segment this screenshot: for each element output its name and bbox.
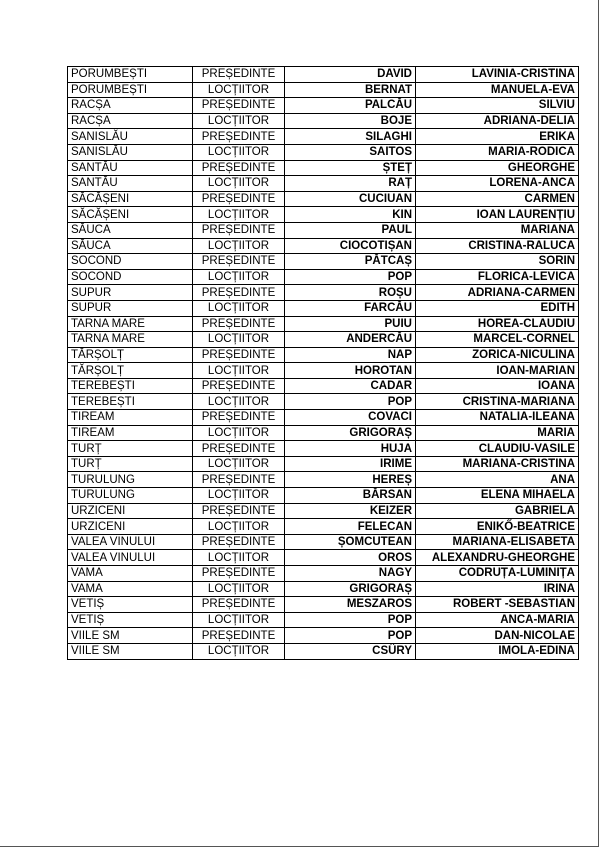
first-name-cell: IOAN LAURENȚIU [416,207,579,223]
locality-cell: SOCOND [68,254,193,270]
locality-cell: SĂUCA [68,238,193,254]
last-name-cell: PĂTCAȘ [285,254,416,270]
first-name-cell: ROBERT -SEBASTIAN [416,597,579,613]
first-name-cell: MARCEL-CORNEL [416,332,579,348]
table-row [68,160,579,176]
function-cell: PREȘEDINTE [193,410,285,426]
locality-cell: TIREAM [68,425,193,441]
locality-cell: SĂCĂȘENI [68,191,193,207]
function-cell: PREȘEDINTE [193,254,285,270]
function-cell: PREȘEDINTE [193,378,285,394]
locality-cell: TĂRȘOLȚ [68,363,193,379]
last-name-cell: PUIU [285,316,416,332]
function-cell: LOCȚIITOR [193,550,285,566]
first-name-cell: MARIANA-ELISABETA [416,534,579,550]
table-row [68,378,579,394]
locality-cell: TIREAM [68,410,193,426]
locality-cell: URZICENI [68,519,193,535]
locality-cell: TURȚ [68,456,193,472]
locality-cell: VETIȘ [68,597,193,613]
locality-cell: RACȘA [68,98,193,114]
first-name-cell: IMOLA-EDINA [416,643,579,659]
first-name-cell: EDITH [416,300,579,316]
first-name-cell: MARIA [416,425,579,441]
locality-cell: URZICENI [68,503,193,519]
table-row [68,113,579,129]
table-row [68,222,579,238]
last-name-cell: OROS [285,550,416,566]
table-row [68,347,579,363]
table-row [68,238,579,254]
function-cell: PREȘEDINTE [193,472,285,488]
officials-table-body [68,67,579,660]
function-cell: PREȘEDINTE [193,160,285,176]
last-name-cell: CADAR [285,378,416,394]
first-name-cell: SORIN [416,254,579,270]
table-row [68,550,579,566]
table-row [68,425,579,441]
first-name-cell: IOAN-MARIAN [416,363,579,379]
function-cell: LOCȚIITOR [193,113,285,129]
first-name-cell: HOREA-CLAUDIU [416,316,579,332]
first-name-cell: ANCA-MARIA [416,612,579,628]
first-name-cell: IOANA [416,378,579,394]
function-cell: LOCȚIITOR [193,425,285,441]
function-cell: PREȘEDINTE [193,597,285,613]
function-cell: LOCȚIITOR [193,300,285,316]
officials-table [67,66,579,660]
first-name-cell: SILVIU [416,98,579,114]
last-name-cell: HOROTAN [285,363,416,379]
locality-cell: VAMA [68,566,193,582]
last-name-cell: HUJA [285,441,416,457]
locality-cell: SUPUR [68,300,193,316]
last-name-cell: BERNAT [285,82,416,98]
last-name-cell: GRIGORAȘ [285,581,416,597]
function-cell: PREȘEDINTE [193,347,285,363]
locality-cell: VALEA VINULUI [68,550,193,566]
table-row [68,566,579,582]
locality-cell: TARNA MARE [68,332,193,348]
locality-cell: SANTĂU [68,160,193,176]
last-name-cell: KIN [285,207,416,223]
first-name-cell: ELENA MIHAELA [416,488,579,504]
function-cell: PREȘEDINTE [193,67,285,83]
table-row [68,98,579,114]
last-name-cell: IRIME [285,456,416,472]
function-cell: LOCȚIITOR [193,581,285,597]
first-name-cell: CRISTINA-RALUCA [416,238,579,254]
first-name-cell: ADRIANA-CARMEN [416,285,579,301]
table-row [68,285,579,301]
function-cell: LOCȚIITOR [193,332,285,348]
table-row [68,441,579,457]
first-name-cell: NATALIA-ILEANA [416,410,579,426]
locality-cell: SANTĂU [68,176,193,192]
table-row [68,581,579,597]
first-name-cell: ENIKŐ-BEATRICE [416,519,579,535]
last-name-cell: FARCĂU [285,300,416,316]
last-name-cell: POP [285,394,416,410]
locality-cell: VETIȘ [68,612,193,628]
first-name-cell: FLORICA-LEVICA [416,269,579,285]
first-name-cell: CRISTINA-MARIANA [416,394,579,410]
first-name-cell: CLAUDIU-VASILE [416,441,579,457]
last-name-cell: HEREȘ [285,472,416,488]
table-row [68,488,579,504]
locality-cell: PORUMBEȘTI [68,82,193,98]
table-row [68,82,579,98]
function-cell: LOCȚIITOR [193,456,285,472]
first-name-cell: IRINA [416,581,579,597]
table-row [68,254,579,270]
last-name-cell: COVACI [285,410,416,426]
first-name-cell: MARIANA-CRISTINA [416,456,579,472]
table-row [68,472,579,488]
first-name-cell: CARMEN [416,191,579,207]
function-cell: PREȘEDINTE [193,191,285,207]
first-name-cell: ZORICA-NICULINA [416,347,579,363]
function-cell: LOCȚIITOR [193,519,285,535]
first-name-cell: GHEORGHE [416,160,579,176]
last-name-cell: NAGY [285,566,416,582]
function-cell: PREȘEDINTE [193,503,285,519]
function-cell: PREȘEDINTE [193,628,285,644]
table-row [68,67,579,83]
function-cell: PREȘEDINTE [193,566,285,582]
first-name-cell: GABRIELA [416,503,579,519]
table-row [68,534,579,550]
last-name-cell: POP [285,612,416,628]
last-name-cell: CUCIUAN [285,191,416,207]
table-row [68,176,579,192]
first-name-cell: MANUELA-EVA [416,82,579,98]
locality-cell: TĂRȘOLȚ [68,347,193,363]
locality-cell: TARNA MARE [68,316,193,332]
table-row [68,503,579,519]
function-cell: LOCȚIITOR [193,238,285,254]
table-row [68,191,579,207]
function-cell: LOCȚIITOR [193,363,285,379]
last-name-cell: PALCĂU [285,98,416,114]
first-name-cell: CODRUȚA-LUMINIȚA [416,566,579,582]
function-cell: PREȘEDINTE [193,534,285,550]
function-cell: PREȘEDINTE [193,129,285,145]
locality-cell: SANISLĂU [68,144,193,160]
function-cell: PREȘEDINTE [193,441,285,457]
locality-cell: SĂUCA [68,222,193,238]
locality-cell: VALEA VINULUI [68,534,193,550]
last-name-cell: ANDERCĂU [285,332,416,348]
function-cell: LOCȚIITOR [193,82,285,98]
table-row [68,410,579,426]
locality-cell: TURULUNG [68,472,193,488]
last-name-cell: ȘTEȚ [285,160,416,176]
table-row [68,144,579,160]
function-cell: LOCȚIITOR [193,269,285,285]
last-name-cell: MESZAROS [285,597,416,613]
last-name-cell: ȘOMCUTEAN [285,534,416,550]
locality-cell: VIILE SM [68,628,193,644]
locality-cell: RACȘA [68,113,193,129]
last-name-cell: POP [285,269,416,285]
table-row [68,129,579,145]
table-row [68,456,579,472]
function-cell: LOCȚIITOR [193,207,285,223]
function-cell: LOCȚIITOR [193,488,285,504]
locality-cell: TEREBEȘTI [68,378,193,394]
last-name-cell: FELECAN [285,519,416,535]
locality-cell: SĂCĂȘENI [68,207,193,223]
last-name-cell: DAVID [285,67,416,83]
locality-cell: SUPUR [68,285,193,301]
table-row [68,394,579,410]
last-name-cell: CSÜRY [285,643,416,659]
last-name-cell: SAITOS [285,144,416,160]
last-name-cell: ROȘU [285,285,416,301]
function-cell: LOCȚIITOR [193,643,285,659]
locality-cell: TURȚ [68,441,193,457]
last-name-cell: BOJE [285,113,416,129]
first-name-cell: ANA [416,472,579,488]
locality-cell: SANISLĂU [68,129,193,145]
table-row [68,300,579,316]
locality-cell: VAMA [68,581,193,597]
first-name-cell: LAVINIA-CRISTINA [416,67,579,83]
last-name-cell: PAUL [285,222,416,238]
first-name-cell: ERIKA [416,129,579,145]
function-cell: LOCȚIITOR [193,394,285,410]
last-name-cell: NAP [285,347,416,363]
first-name-cell: ADRIANA-DELIA [416,113,579,129]
first-name-cell: MARIANA [416,222,579,238]
last-name-cell: KEIZER [285,503,416,519]
table-row [68,316,579,332]
last-name-cell: RAȚ [285,176,416,192]
first-name-cell: ALEXANDRU-GHEORGHE [416,550,579,566]
last-name-cell: CIOCOTIȘAN [285,238,416,254]
table-row [68,332,579,348]
first-name-cell: MARIA-RODICA [416,144,579,160]
last-name-cell: SILAGHI [285,129,416,145]
locality-cell: PORUMBEȘTI [68,67,193,83]
locality-cell: TEREBEȘTI [68,394,193,410]
function-cell: LOCȚIITOR [193,612,285,628]
table-row [68,628,579,644]
function-cell: PREȘEDINTE [193,222,285,238]
function-cell: PREȘEDINTE [193,316,285,332]
locality-cell: SOCOND [68,269,193,285]
first-name-cell: DAN-NICOLAE [416,628,579,644]
table-row [68,269,579,285]
table-row [68,597,579,613]
function-cell: PREȘEDINTE [193,98,285,114]
locality-cell: VIILE SM [68,643,193,659]
function-cell: LOCȚIITOR [193,176,285,192]
function-cell: LOCȚIITOR [193,144,285,160]
table-row [68,363,579,379]
table-row [68,207,579,223]
function-cell: PREȘEDINTE [193,285,285,301]
last-name-cell: POP [285,628,416,644]
table-row [68,519,579,535]
last-name-cell: GRIGORAȘ [285,425,416,441]
table-row [68,612,579,628]
table-row [68,643,579,659]
last-name-cell: BĂRSAN [285,488,416,504]
locality-cell: TURULUNG [68,488,193,504]
first-name-cell: LORENA-ANCA [416,176,579,192]
